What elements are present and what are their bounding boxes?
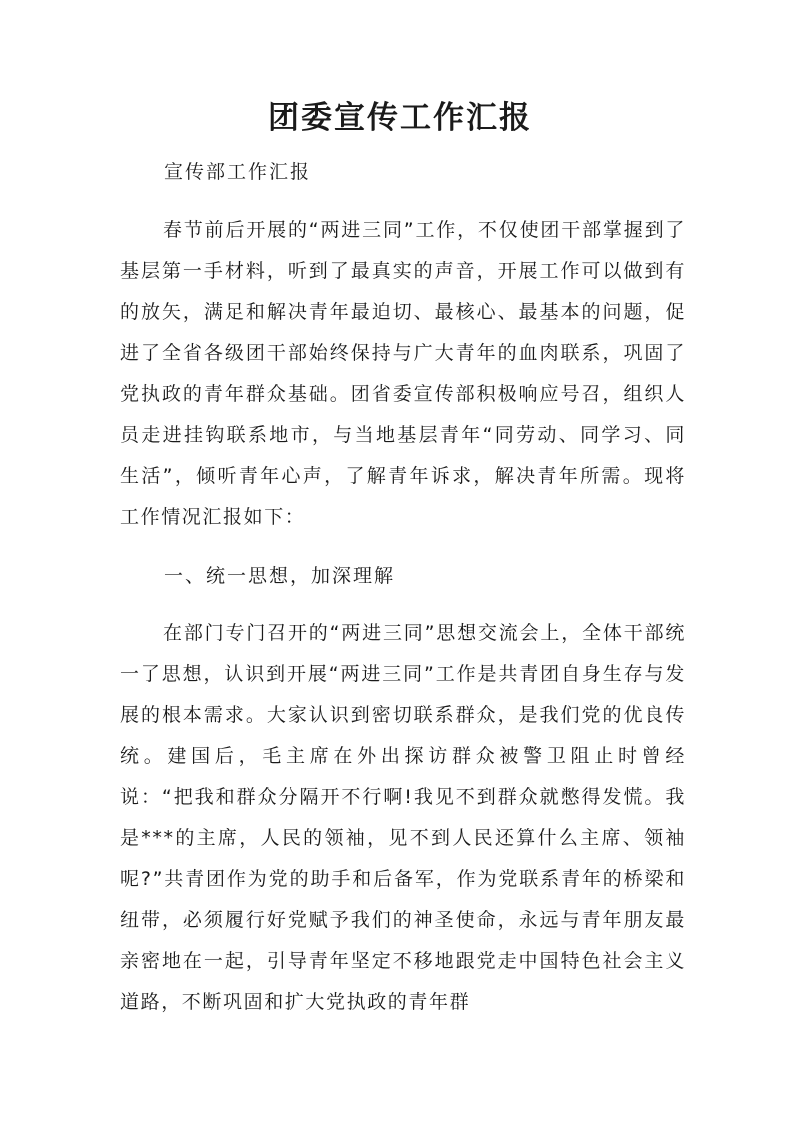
section-heading-1: 一、统一思想，加深理解 <box>164 565 396 587</box>
paragraph-intro: 春节前后开展的“两进三同”工作，不仅使团干部掌握到了基层第一手材料，听到了最真实的声音，开展工作可以做到有的放矢，满足和解决青年最迫切、最核心、最基本的问题，促进了全省各级团干部始终保持与广大青年的血肉联系，巩固了党执政的青年群众基础。团省委宣传部积极响应号召，组织人员走进挂钩联系地市，与当地基层青年“同劳动、同学习、同生活”，倾听青年心声，了解青年诉求，解决青年所需。现将工作情况汇报如下： <box>120 219 686 528</box>
paragraph-section-1: 在部门专门召开的“两进三同”思想交流会上，全体干部统一了思想，认识到开展“两进三同”工作是共青团自身生存与发展的根本需求。大家认识到密切联系群众，是我们党的优良传统。建国后，毛主席在外出探访群众被警卫阻止时曾经说：“把我和群众分隔开不行啊!我见不到群众就憋得发慌。我是***的主席，人民的领袖，见不到人民还算什么主席、领袖呢?”共青团作为党的助手和后备军，作为党联系青年的桥梁和纽带，必须履行好党赋予我们的神圣使命，永远与青年朋友最亲密地在一起，引导青年坚定不移地跟党走中国特色社会主义道路，不断巩固和扩大党执政的青年群 <box>120 622 686 1013</box>
document-subtitle: 宣传部工作汇报 <box>164 161 312 183</box>
document-title: 团委宣传工作汇报 <box>268 100 532 136</box>
